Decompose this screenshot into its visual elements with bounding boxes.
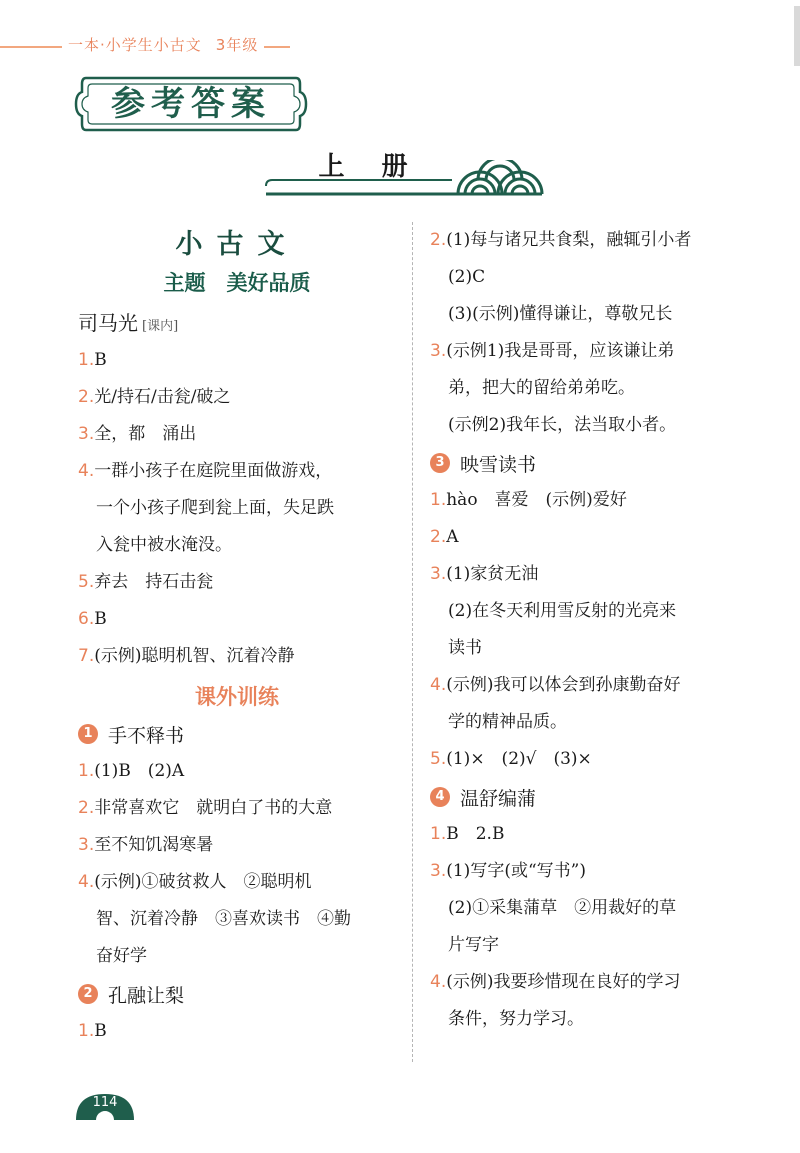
lesson-tag: [课内] (142, 319, 179, 334)
answer-line: 一个小孩子爬到瓮上面，失足跌 (96, 498, 334, 518)
lesson-name: 司马光 (78, 311, 138, 335)
answer-line: (2)C (448, 267, 486, 287)
grade-label: 3年级 (215, 36, 259, 54)
answer-line: 6.B (78, 609, 107, 629)
header-series (62, 34, 264, 55)
answer-line: 3.(1)写字(或“写书”) (430, 861, 586, 881)
answer-line: 条件，努力学习。 (448, 1009, 584, 1029)
answer-line: 读书 (448, 638, 482, 658)
answer-line: 3.(示例1)我是哥哥，应该谦让弟 (430, 341, 675, 361)
answer-line: 5.弃去 持石击瓮 (78, 572, 214, 592)
right-column (430, 222, 760, 1038)
section-title: 小古文 (175, 229, 299, 260)
answer-line: 4.(示例)我要珍惜现在良好的学习 (430, 972, 681, 992)
answer-line: 4.(示例)①破贫救人 ②聪明机 (78, 872, 312, 892)
answer-line: 2.非常喜欢它 就明白了书的大意 (78, 798, 333, 818)
answer-line: 学的精神品质。 (448, 712, 567, 732)
answer-line: 2.A (430, 527, 459, 547)
answer-line: 2.(1)每与诸兄共食梨，融辄引小者 (430, 230, 692, 250)
wave-ornament-icon (262, 160, 552, 200)
unit-title-2 (78, 977, 396, 1011)
page-number-tab (72, 1090, 138, 1122)
answer-line: 奋好学 (96, 946, 147, 966)
number-badge-icon: 4 (430, 787, 450, 807)
unit-name: 手不释书 (108, 724, 185, 747)
answer-line: 1.(1)B (2)A (78, 761, 185, 781)
unit-title-4 (430, 780, 760, 814)
answer-banner (72, 74, 310, 134)
volume-title: 上 册 (318, 152, 422, 182)
lesson-title (78, 307, 396, 336)
number-badge-icon: 3 (430, 453, 450, 473)
column-divider (412, 222, 413, 1062)
series-title: 一本·小学生小古文 (68, 36, 202, 54)
page-number: 114 (92, 1095, 118, 1110)
answer-line: (3)(示例)懂得谦让，尊敬兄长 (448, 304, 673, 324)
answer-line: 1.B (78, 1021, 107, 1041)
answer-line: 1.hào 喜爱 (示例)爱好 (430, 490, 627, 510)
extra-practice-title: 课外训练 (195, 684, 279, 709)
answer-line: 7.(示例)聪明机智、沉着冷静 (78, 646, 295, 666)
left-column (78, 222, 396, 1050)
unit-name: 温舒编蒲 (460, 787, 537, 810)
answer-line: (示例2)我年长，法当取小者。 (448, 415, 677, 435)
unit-name: 孔融让梨 (108, 984, 185, 1007)
answer-line: 4.一群小孩子在庭院里面做游戏， (78, 461, 333, 481)
unit-name: 映雪读书 (460, 453, 537, 476)
answer-line: (2)①采集蒲草 ②用裁好的草 (448, 898, 677, 918)
number-badge-icon: 1 (78, 724, 98, 744)
answer-line: 1.B 2.B (430, 824, 505, 844)
lesson-answers (78, 342, 396, 675)
page-edge-mark (794, 6, 800, 66)
banner-title: 参考答案 (111, 84, 271, 124)
unit-title-3 (430, 446, 760, 480)
answer-line: 片写字 (448, 935, 499, 955)
number-badge-icon: 2 (78, 984, 98, 1004)
answer-line: 1.B (78, 350, 107, 370)
answer-line: 入瓮中被水淹没。 (96, 535, 232, 555)
answer-line: 智、沉着冷静 ③喜欢读书 ④勤 (96, 909, 351, 929)
answer-line: (2)在冬天利用雪反射的光亮来 (448, 601, 677, 621)
answer-line: 3.(1)家贫无油 (430, 564, 539, 584)
answer-line: 弟，把大的留给弟弟吃。 (448, 378, 635, 398)
answer-line: 5.(1)× (2)√ (3)× (430, 749, 592, 769)
theme-title: 主题 美好品质 (163, 270, 311, 295)
unit-title-1 (78, 717, 396, 751)
answer-line: 2.光/持石/击瓮/破之 (78, 387, 231, 407)
answer-line: 3.至不知饥渴寒暑 (78, 835, 214, 855)
answer-line: 3.全，都 涌出 (78, 424, 197, 444)
answer-line: 4.(示例)我可以体会到孙康勤奋好 (430, 675, 681, 695)
